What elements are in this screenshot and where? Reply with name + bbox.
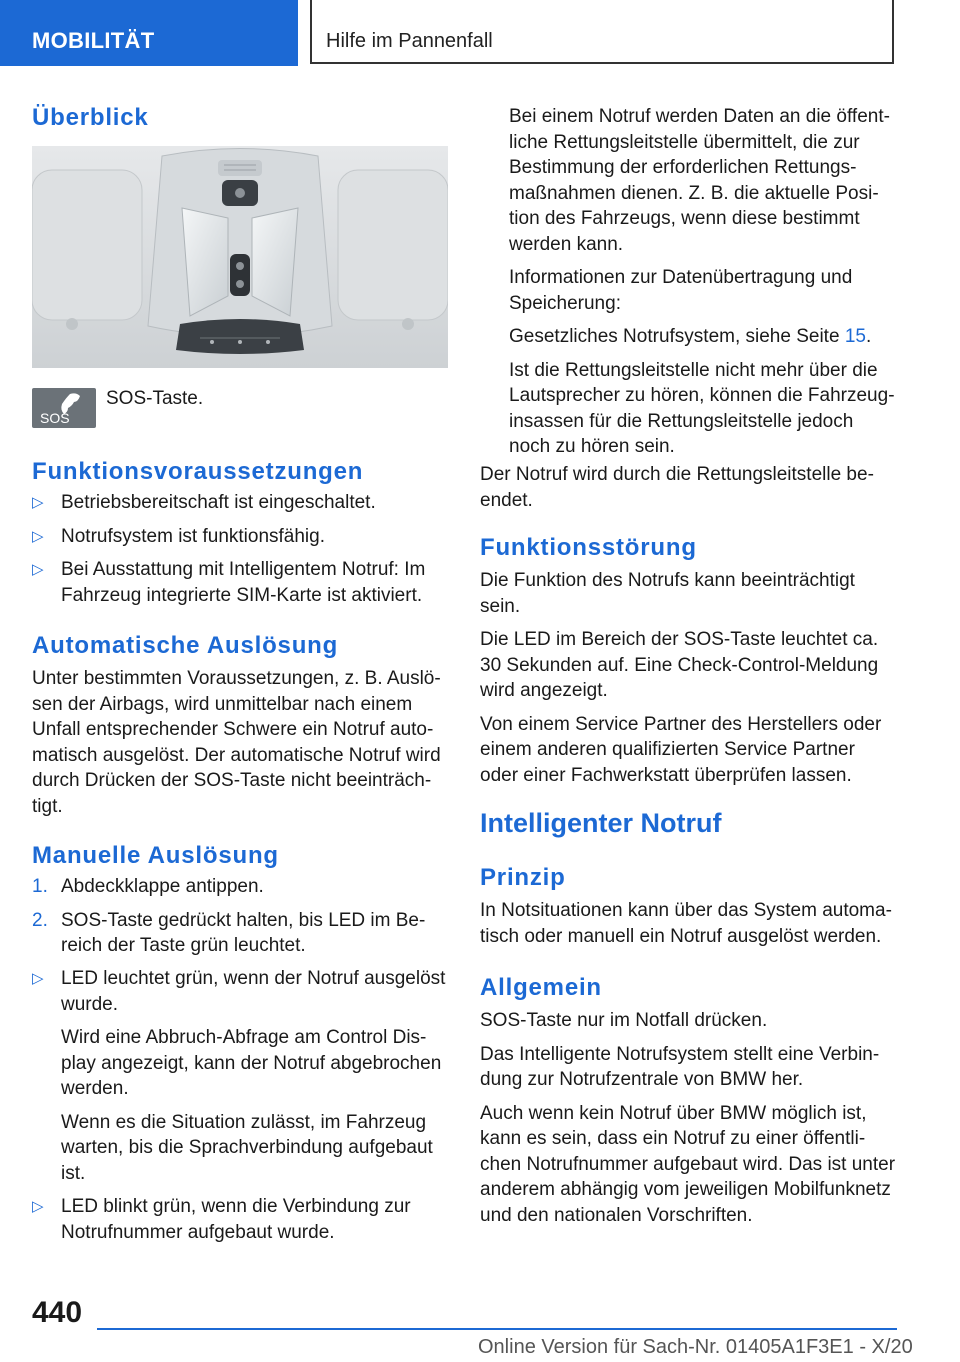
- sos-phone-icon: [32, 388, 96, 428]
- list-item: ▷ Betriebsbereitschaft ist eingeschaltet.: [32, 490, 448, 516]
- led-green-note-2: Wenn es die Situation zulässt, im Fahrzeug warten, bis die Sprachverbindung aufgebaut ist.: [61, 1111, 433, 1184]
- triangle-bullet-icon: ▷: [32, 561, 44, 578]
- data-info-text: Informationen zur Datenübertragung und Speicherung:: [509, 267, 853, 314]
- triangle-bullet-icon: ▷: [32, 527, 44, 545]
- led-green-note-1: Wird eine Abbruch-Abfrage am Control Display angezeigt, kann der Notruf abgebrochen werden.: [61, 1027, 442, 1099]
- requirements-heading: Funktionsvoraussetzungen: [32, 458, 364, 485]
- speaker-note: Ist die Rettungsleitstelle nicht mehr über die Lautsprecher zu hören, können die Fahrzeuginsassen für die Rettungsleitstelle jedoch noch zu hören sein.: [509, 359, 895, 457]
- malfunction-text: [480, 568, 898, 788]
- general-text: [480, 1008, 898, 1228]
- triangle-bullet-icon: ▷: [32, 494, 44, 511]
- triangle-bullet-icon: ▷: [32, 970, 44, 987]
- svg-text:SOS: SOS: [40, 410, 70, 426]
- data-transfer-text: Bei einem Notruf werden Daten an die öffentliche Rettungsleitstelle übermittelt, die zur Bestimmung der erforderlichen Rettungsmaßnahmen dienen. Z. B. die aktuelle Position des Fahrzeugs, wenn diese bestimmt werden kann.: [509, 106, 890, 255]
- roof-console-illustration: [32, 146, 448, 368]
- list-item: ▷ LED leuchtet grün, wenn der Notruf ausgelöst wurde. Wird eine Abbruch-Abfrage am Control Display angezeigt, kann der Notruf abgebrochen werden. Wenn es die Situation zulässt, im Fahrzeug warten, bis die Sprachverbindung aufgebaut ist.: [32, 966, 448, 1186]
- malfunction-p1: Die Funktion des Notrufs kann beeinträchtigt sein.: [480, 570, 855, 617]
- list-item: ▷ Bei Ausstattung mit Intelligentem Notruf: Im Fahrzeug integrierte SIM-Karte ist aktiviert.: [32, 559, 426, 606]
- general-p3: Auch wenn kein Notruf über BMW möglich ist, kann es sein, dass ein Notruf zu einer öffentlichen Notrufnummer aufgebaut wird. Das ist unter anderem abhängig vom jeweiligen Mobilfunknetz und den nationalen Vorschriften.: [480, 1102, 896, 1226]
- auto-trigger-text: Unter bestimmten Voraussetzungen, z. B. Auslösen der Airbags, wird unmittelbar nach einem Unfall entsprechender Schwere ein Notruf automatisch ausgelöst. Der automatische Notruf wird durch Drücken der SOS-Taste nicht beeinträchtigt.: [32, 668, 441, 817]
- principle-text: In Notsituationen kann über das System automatisch oder manuell ein Notruf ausgelöst werden.: [480, 900, 892, 947]
- manual-steps-list: [32, 874, 448, 959]
- general-heading: Allgemein: [480, 974, 602, 1001]
- auto-trigger-heading: Automatische Auslösung: [32, 632, 339, 659]
- manual-trigger-heading: Manuelle Auslösung: [32, 842, 279, 869]
- general-p1: SOS-Taste nur im Notfall drücken.: [480, 1010, 768, 1031]
- page-number: 440: [32, 1296, 83, 1329]
- data-transfer-notes: [480, 104, 898, 460]
- section-tab: [0, 0, 298, 66]
- triangle-bullet-icon: ▷: [32, 1198, 44, 1215]
- call-end-text: Der Notruf wird durch die Rettungsleitstelle beendet.: [480, 464, 874, 511]
- requirements-list: [32, 490, 448, 608]
- malfunction-p2: Die LED im Bereich der SOS-Taste leuchtet ca. 30 Sekunden auf. Eine Check-Control-Meldung wird angezeigt.: [480, 629, 879, 701]
- section-title: MOBILITÄT: [32, 28, 155, 53]
- led-status-list: [32, 966, 448, 1245]
- general-p2: Das Intelligente Notrufsystem stellt eine Verbindung zur Notrufzentrale von BMW her.: [480, 1043, 880, 1090]
- list-item: 2. SOS-Taste gedrückt halten, bis LED im Bereich der Taste grün leuchtet.: [32, 909, 426, 956]
- sos-button-icon: [32, 388, 96, 428]
- malfunction-heading: Funktionsstörung: [480, 534, 697, 561]
- legal-system-ref: Gesetzliches Notrufsystem, siehe Seite 15.: [509, 326, 872, 347]
- chapter-tab: [310, 0, 894, 64]
- footer-divider: [97, 1328, 897, 1330]
- roof-console-image: [32, 146, 448, 368]
- chapter-title: Hilfe im Pannenfall: [326, 30, 493, 52]
- sos-label: SOS-Taste.: [106, 388, 204, 409]
- intelligent-call-heading: Intelligenter Notruf: [480, 808, 722, 838]
- overview-heading: Überblick: [32, 104, 149, 131]
- list-item: ▷ LED blinkt grün, wenn die Verbindung zur Notrufnummer aufgebaut wurde.: [32, 1196, 411, 1243]
- list-item: 1. Abdeckklappe antippen.: [32, 876, 264, 897]
- principle-heading: Prinzip: [480, 864, 566, 891]
- footer-version: Online Version für Sach-Nr. 01405A1F3E1 - X/20: [478, 1336, 913, 1358]
- list-item: ▷ Notrufsystem ist funktionsfähig.: [32, 524, 448, 550]
- malfunction-p3: Von einem Service Partner des Herstellers oder einem anderen qualifizierten Service Partner oder einer Fachwerkstatt überprüfen lassen.: [480, 713, 882, 786]
- page-link[interactable]: 15: [844, 326, 866, 347]
